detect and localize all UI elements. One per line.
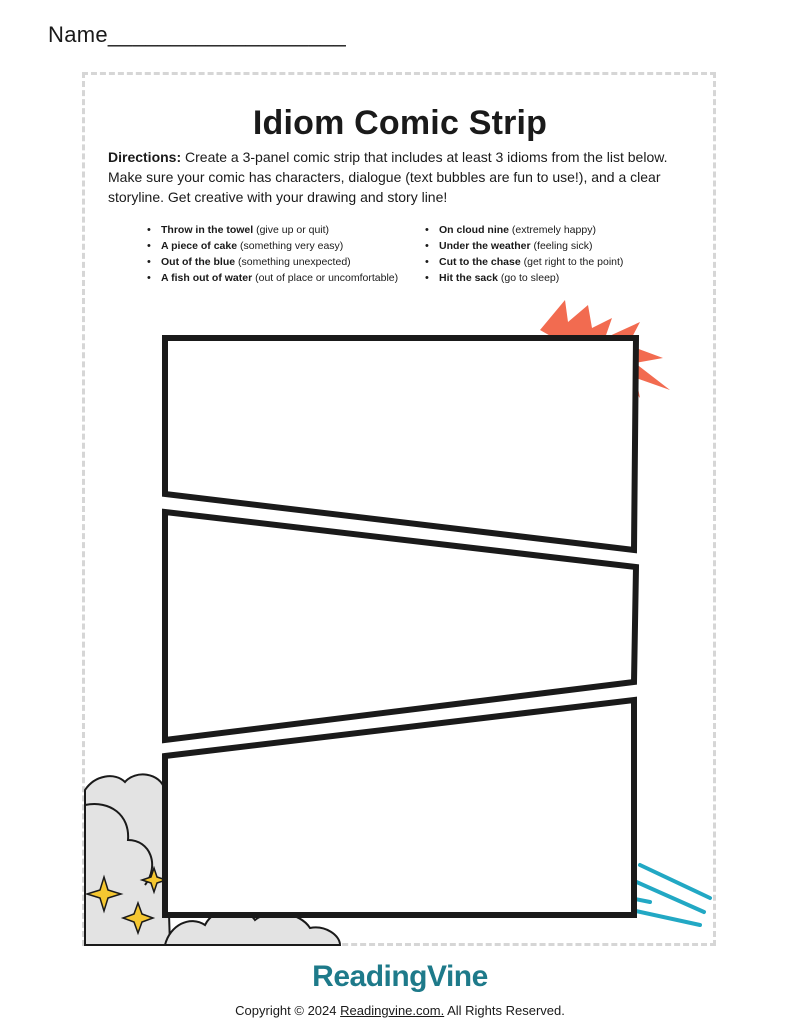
idiom-meaning: (get right to the point) — [523, 256, 624, 268]
idiom-meaning: (extremely happy) — [511, 224, 596, 236]
idiom-meaning: (out of place or uncomfortable) — [255, 272, 399, 284]
idiom-term: Under the weather — [439, 240, 531, 252]
idiom-term: On cloud nine — [439, 224, 509, 236]
idiom-meaning: (something very easy) — [240, 240, 344, 252]
readingvine-logo: ReadingVine — [312, 960, 488, 993]
idiom-term: Cut to the chase — [439, 256, 521, 268]
copyright-suffix: All Rights Reserved. — [444, 1003, 565, 1018]
idiom-meaning: (something unexpected) — [238, 256, 351, 268]
idiom-meaning: (give up or quit) — [256, 224, 330, 236]
name-field-label: Name___________________ — [48, 22, 347, 47]
idiom-term: Hit the sack — [439, 272, 498, 284]
copyright-line — [0, 1003, 800, 1018]
copyright-prefix: Copyright © 2024 — [235, 1003, 341, 1018]
comic-panels — [165, 338, 636, 915]
idiom-meaning: (feeling sick) — [533, 240, 593, 252]
idiom-term: Throw in the towel — [161, 224, 254, 236]
idiom-term: Out of the blue — [161, 256, 236, 268]
copyright-link[interactable]: Readingvine.com. — [340, 1003, 445, 1018]
directions-label: Directions: — [108, 149, 182, 165]
page-title: Idiom Comic Strip — [252, 104, 548, 142]
idiom-meaning: (go to sleep) — [500, 272, 560, 284]
idiom-term: A piece of cake — [161, 240, 238, 252]
idiom-term: A fish out of water — [161, 272, 253, 284]
directions-text: Create a 3-panel comic strip that includes at least 3 idioms from the list below. Make sure your comic has characters, dialogue (text bubbles are fun to use!), and a clear storyline. Get creative with your drawing and story line! — [108, 149, 668, 205]
